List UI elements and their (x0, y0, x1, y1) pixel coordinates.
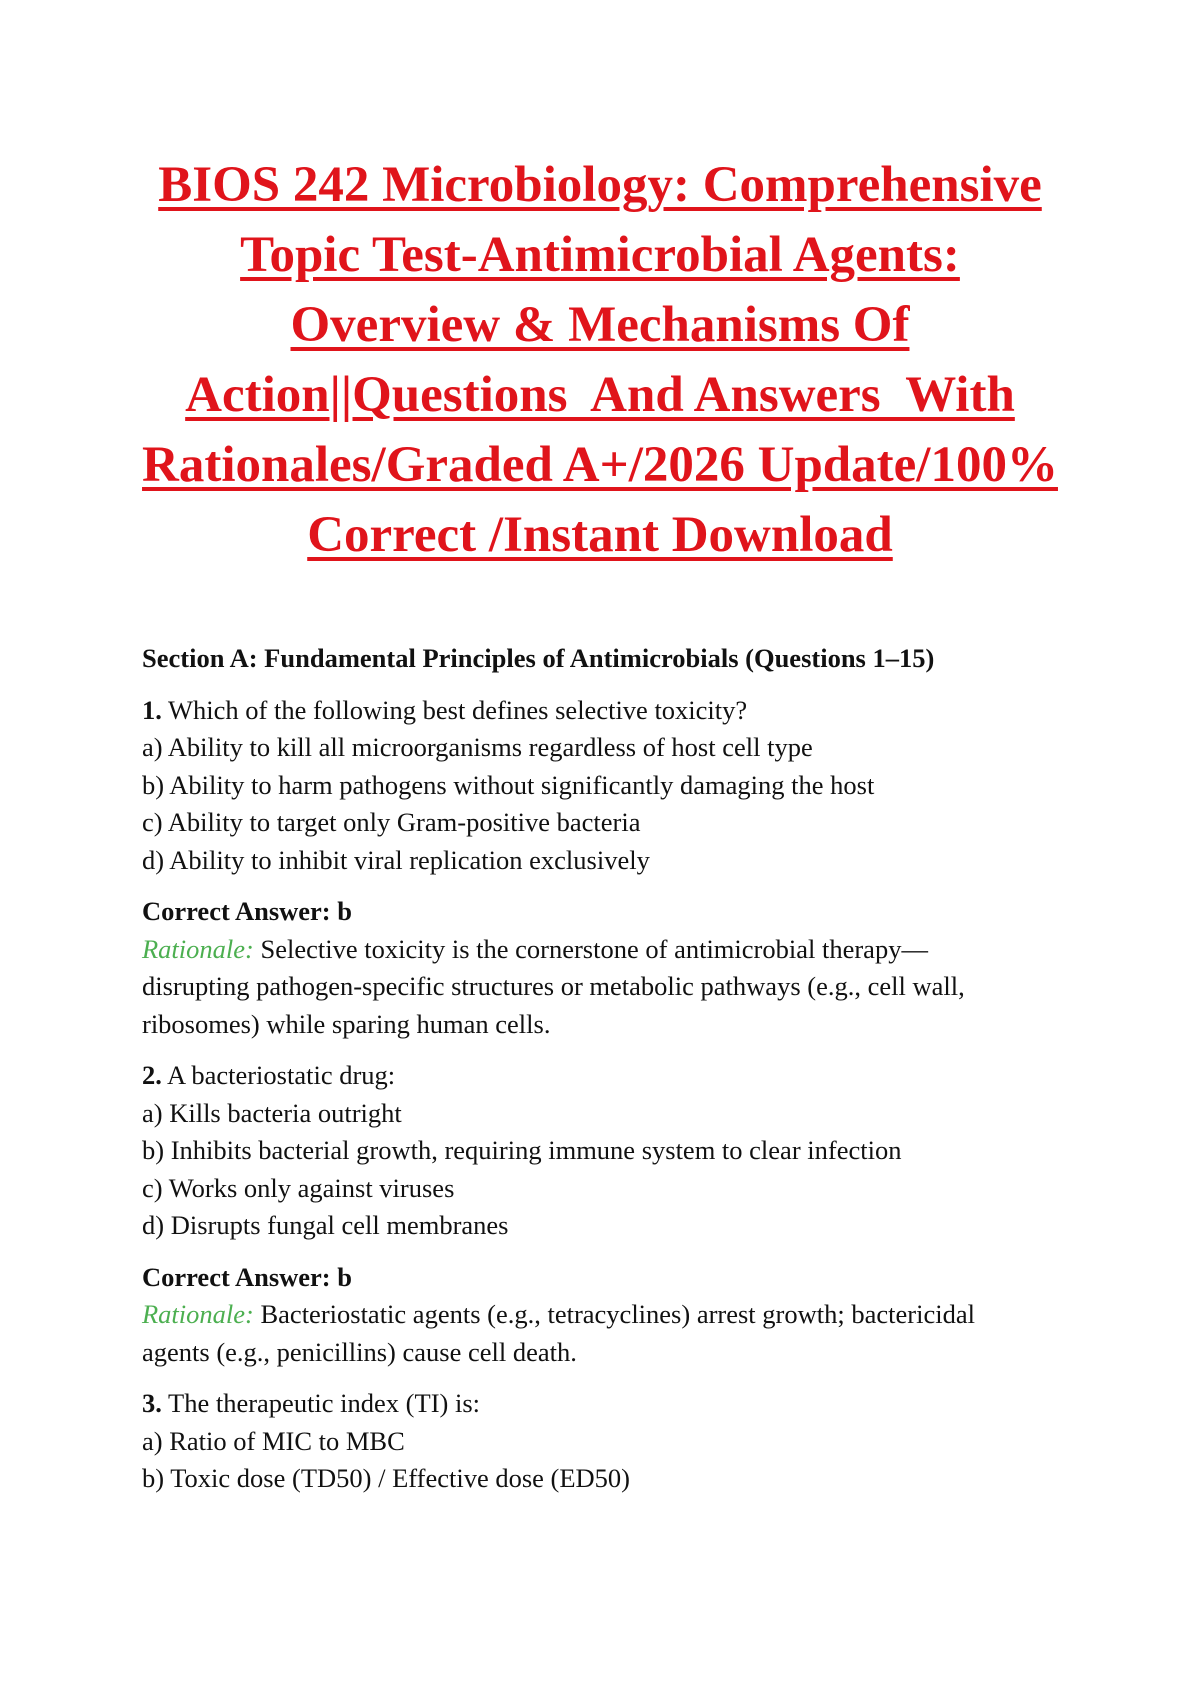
question-text: The therapeutic index (TI) is: (161, 1388, 481, 1418)
question-stem (142, 1385, 1082, 1423)
title-line: Correct /Instant Download (307, 507, 893, 563)
answer-option: a) Ability to kill all microorganisms regardless of host cell type (142, 732, 813, 762)
question-stem (142, 1057, 1082, 1095)
question-number: 1. (142, 694, 162, 725)
answer-option: c) Ability to target only Gram-positive bacteria (142, 807, 641, 837)
section-heading: Section A: Fundamental Principles of Antimicrobials (Questions 1–15) (142, 643, 935, 673)
document-title (120, 150, 1080, 570)
title-line: Overview & Mechanisms Of (290, 297, 910, 353)
rationale-text: Selective toxicity is the cornerstone of antimicrobial therapy— (253, 933, 928, 964)
rationale-line: disrupting pathogen-specific structures or metabolic pathways (e.g., cell wall, (142, 971, 965, 1001)
answer-option: d) Disrupts fungal cell membranes (142, 1210, 509, 1240)
correct-answer: Correct Answer: b (142, 1261, 352, 1292)
rationale-label: Rationale: (142, 1299, 254, 1329)
question-3 (142, 1385, 1082, 1498)
question-text: A bacteriostatic drug: (161, 1060, 396, 1090)
title-line: Rationales/Graded A+/2026 Update/100% (142, 437, 1058, 493)
question-stem (142, 692, 1082, 730)
question-number: 2. (142, 1060, 162, 1090)
answer-option: b) Inhibits bacterial growth, requiring immune system to clear infection (142, 1135, 902, 1165)
rationale-line: ribosomes) while sparing human cells. (142, 1008, 551, 1039)
answer-option: a) Ratio of MIC to MBC (142, 1425, 405, 1456)
question-2 (142, 1057, 1082, 1245)
rationale-line (142, 931, 1082, 969)
title-line: BIOS 242 Microbiology: Comprehensive (158, 157, 1042, 213)
answer-block-1 (142, 893, 1082, 1043)
answer-option: b) Ability to harm pathogens without significantly damaging the host (142, 769, 875, 800)
rationale-label: Rationale: (142, 933, 254, 964)
question-text: Which of the following best defines selective toxicity? (161, 694, 748, 725)
rationale-line: agents (e.g., penicillins) cause cell death. (142, 1336, 577, 1367)
answer-option: d) Ability to inhibit viral replication exclusively (142, 844, 650, 875)
answer-block-2 (142, 1259, 1082, 1372)
correct-answer: Correct Answer: b (142, 896, 352, 926)
title-line: Topic Test-Antimicrobial Agents: (240, 227, 960, 283)
document-body (142, 640, 1082, 1512)
rationale-text: Bacteriostatic agents (e.g., tetracyclines) arrest growth; bactericidal (253, 1299, 975, 1329)
question-1 (142, 692, 1082, 880)
question-number: 3. (142, 1388, 162, 1418)
answer-option: b) Toxic dose (TD50) / Effective dose (ED50) (142, 1463, 631, 1493)
title-line: Action||Questions And Answers With (185, 367, 1015, 423)
answer-option: a) Kills bacteria outright (142, 1097, 402, 1128)
answer-option: c) Works only against viruses (142, 1172, 455, 1203)
rationale-line (142, 1296, 1082, 1334)
